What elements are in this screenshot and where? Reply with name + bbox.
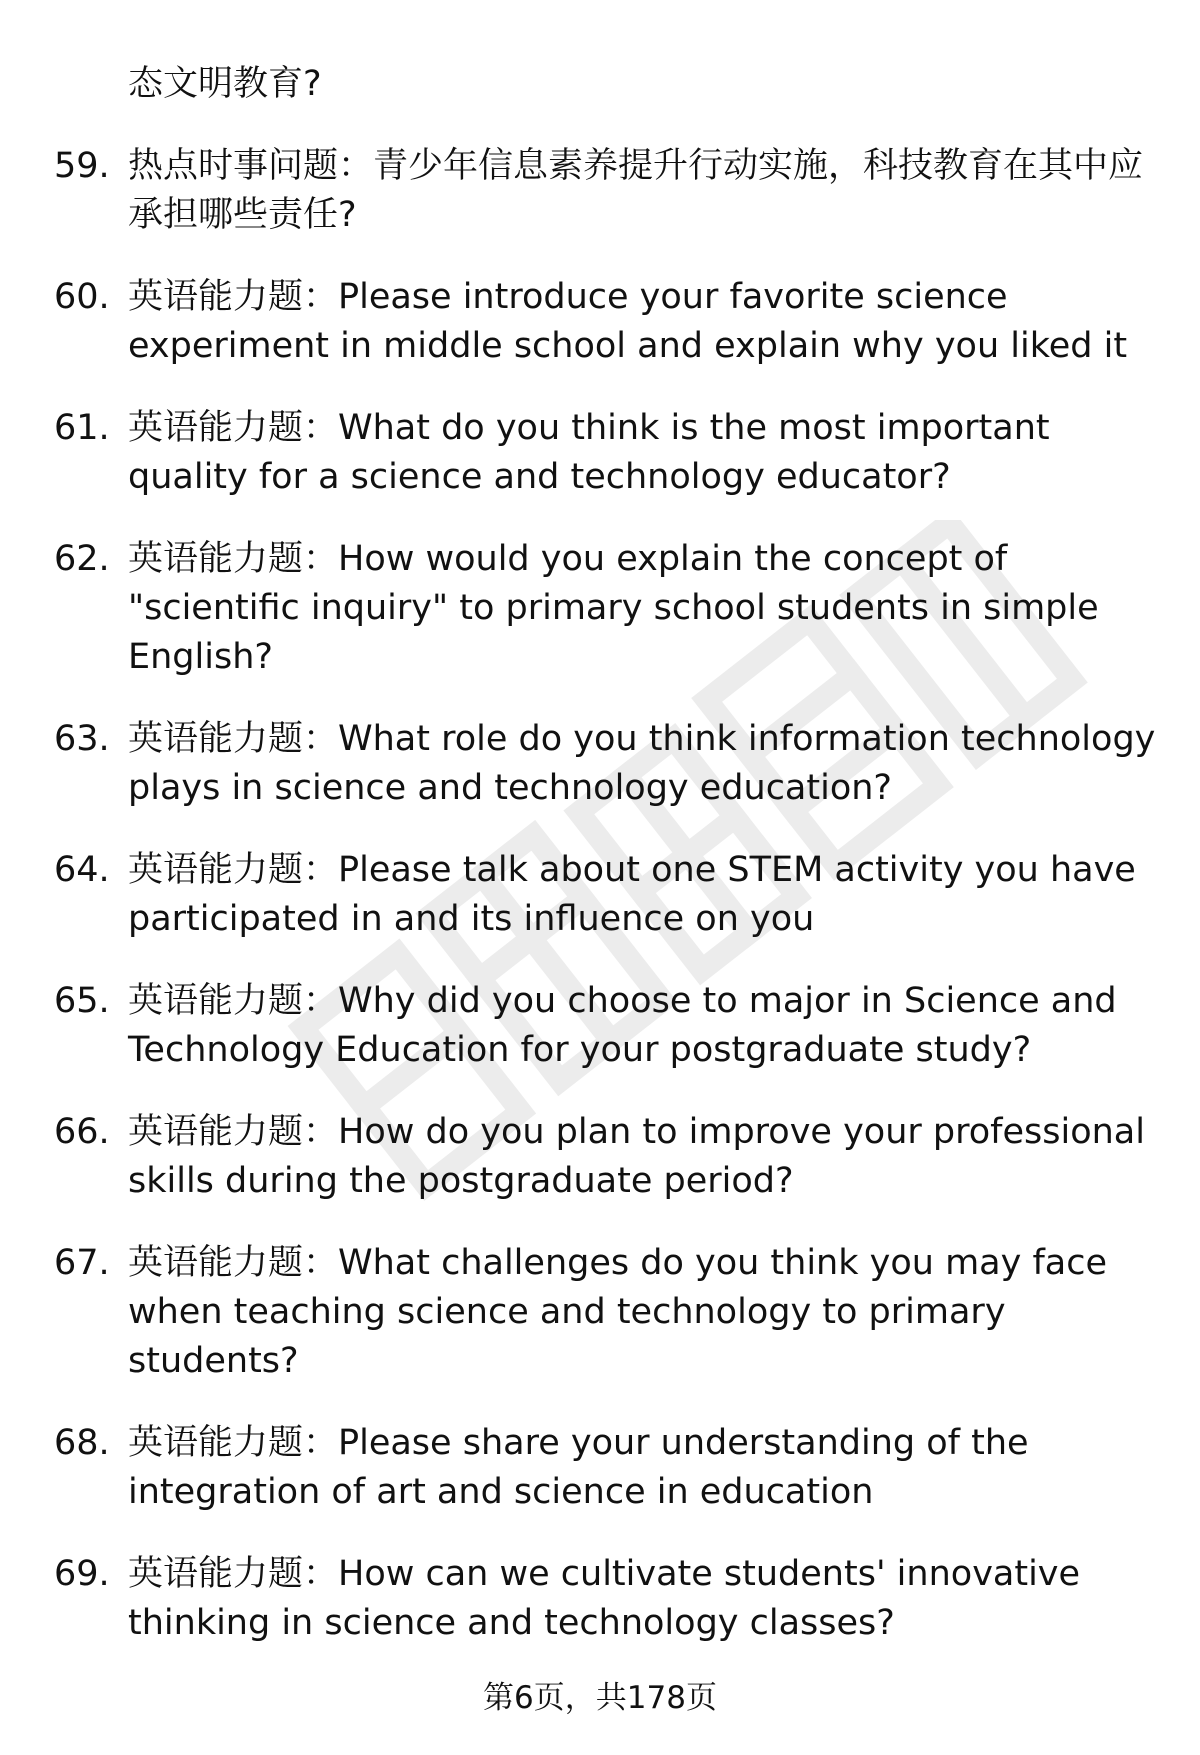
list-item bbox=[0, 715, 1200, 813]
question-list bbox=[0, 60, 1200, 1681]
list-item bbox=[0, 846, 1200, 944]
question-number: 66. bbox=[54, 1112, 110, 1152]
list-item bbox=[0, 1550, 1200, 1648]
question-number: 67. bbox=[54, 1243, 110, 1283]
question-number: 63. bbox=[54, 719, 110, 759]
question-text: 英语能力题：What role do you think information technology plays in science and technology education? bbox=[128, 719, 1156, 808]
continuation-text: 态文明教育? bbox=[128, 64, 322, 104]
list-item bbox=[0, 977, 1200, 1075]
question-text: 英语能力题：Please introduce your favorite science experiment in middle school and explain why you liked it bbox=[128, 277, 1128, 366]
question-text: 英语能力题：Please talk about one STEM activity you have participated in and its influence on you bbox=[128, 850, 1136, 939]
page-number-footer: 第6页，共178页 bbox=[483, 1680, 717, 1716]
list-item bbox=[0, 142, 1200, 240]
question-text: 英语能力题：How do you plan to improve your professional skills during the postgraduate period? bbox=[128, 1112, 1145, 1201]
question-number: 68. bbox=[54, 1423, 110, 1463]
question-number: 64. bbox=[54, 850, 110, 890]
question-number: 61. bbox=[54, 408, 110, 448]
question-text: 英语能力题：Please share your understanding of the integration of art and science in education bbox=[128, 1423, 1029, 1512]
question-text: 英语能力题：What challenges do you think you may face when teaching science and technology to primary students? bbox=[128, 1243, 1107, 1381]
question-number: 60. bbox=[54, 277, 110, 317]
question-text: 英语能力题：How can we cultivate students' innovative thinking in science and technology classes? bbox=[128, 1554, 1081, 1643]
question-number: 62. bbox=[54, 539, 110, 579]
list-item bbox=[0, 535, 1200, 682]
question-text: 英语能力题：What do you think is the most important quality for a science and technology educator? bbox=[128, 408, 1050, 497]
question-text: 英语能力题：How would you explain the concept of "scientific inquiry" to primary school students in simple English? bbox=[128, 539, 1099, 677]
question-number: 69. bbox=[54, 1554, 110, 1594]
list-item bbox=[0, 1239, 1200, 1386]
question-number: 59. bbox=[54, 146, 110, 186]
question-text: 英语能力题：Why did you choose to major in Science and Technology Education for your postgraduate study? bbox=[128, 981, 1117, 1070]
list-item bbox=[0, 1419, 1200, 1517]
list-item bbox=[0, 404, 1200, 502]
list-item bbox=[0, 1108, 1200, 1206]
question-text: 热点时事问题：青少年信息素养提升行动实施，科技教育在其中应承担哪些责任? bbox=[128, 146, 1144, 235]
list-item bbox=[0, 273, 1200, 371]
question-number: 65. bbox=[54, 981, 110, 1021]
